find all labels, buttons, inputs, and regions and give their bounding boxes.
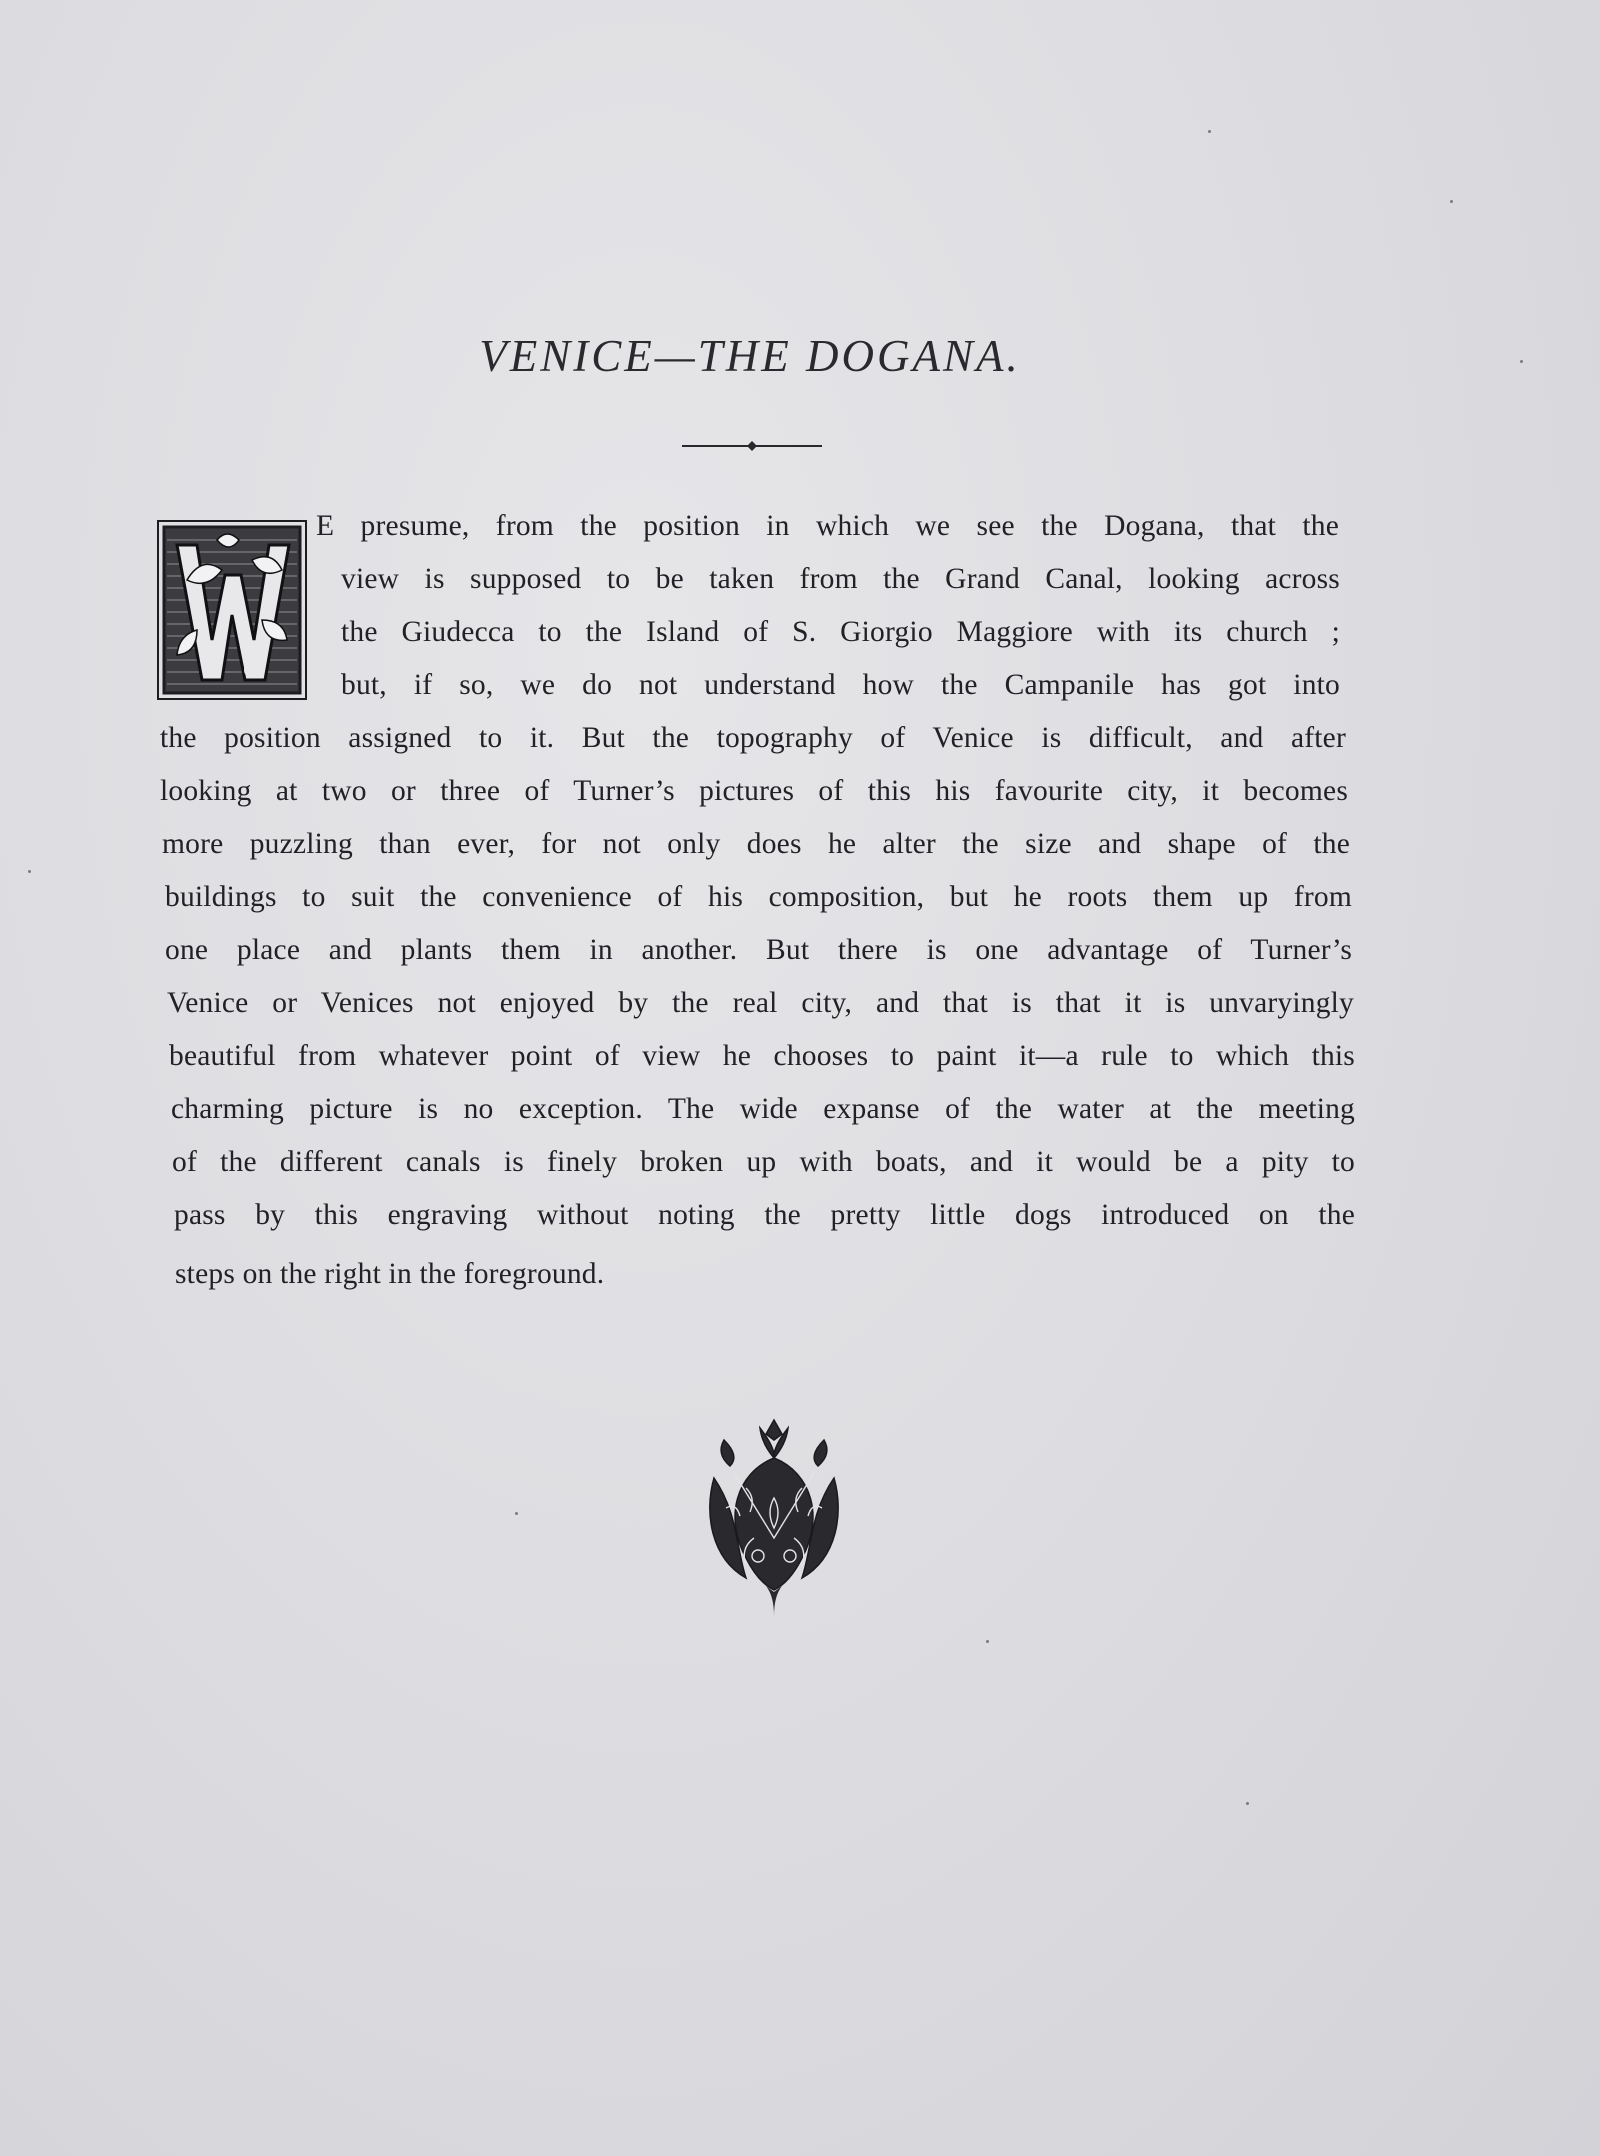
paragraph-line: more puzzling than ever, for not only does he alter the size and shape of the [162,828,1350,860]
paper-speck [28,870,31,873]
paragraph-line: but, if so, we do not understand how the Campanile has got into [341,669,1340,701]
paragraph-line: the position assigned to it. But the topography of Venice is difficult, and after [160,722,1346,754]
floral-tailpiece-icon [706,1418,842,1618]
paragraph-line: buildings to suit the convenience of his composition, but he roots them up from [165,881,1352,913]
paper-speck [986,1640,989,1643]
paper-speck [515,1512,518,1515]
paper-speck [1450,200,1453,203]
paper-speck [1246,1802,1249,1805]
paper-speck [1520,360,1523,363]
paragraph-line: E presume, from the position in which we see the Dogana, that the [316,510,1339,542]
paragraph-line: charming picture is no exception. The wide expanse of the water at the meeting [171,1093,1355,1125]
paragraph-line: looking at two or three of Turner’s pictures of this his favourite city, it becomes [160,775,1348,807]
page-title: VENICE—THE DOGANA. [479,331,1021,381]
diamond-rule-icon [682,440,822,452]
paragraph-line: the Giudecca to the Island of S. Giorgio Maggiore with its church ; [341,616,1340,648]
paragraph-line: of the different canals is finely broken up with boats, and it would be a pity to [172,1146,1355,1178]
paragraph-line: Venice or Venices not enjoyed by the real city, and that is that it is unvaryingly [167,987,1354,1019]
floral-drop-cap-icon [157,520,307,700]
paper-speck [1208,130,1211,133]
paragraph-line: beautiful from whatever point of view he chooses to paint it—a rule to which this [169,1040,1355,1072]
paragraph-line: one place and plants them in another. But there is one advantage of Turner’s [165,934,1352,966]
paragraph-line: pass by this engraving without noting the pretty little dogs introduced on the [174,1199,1355,1231]
paragraph-line: view is supposed to be taken from the Grand Canal, looking across [341,563,1340,595]
paragraph-line: steps on the right in the foreground. [175,1258,605,1290]
